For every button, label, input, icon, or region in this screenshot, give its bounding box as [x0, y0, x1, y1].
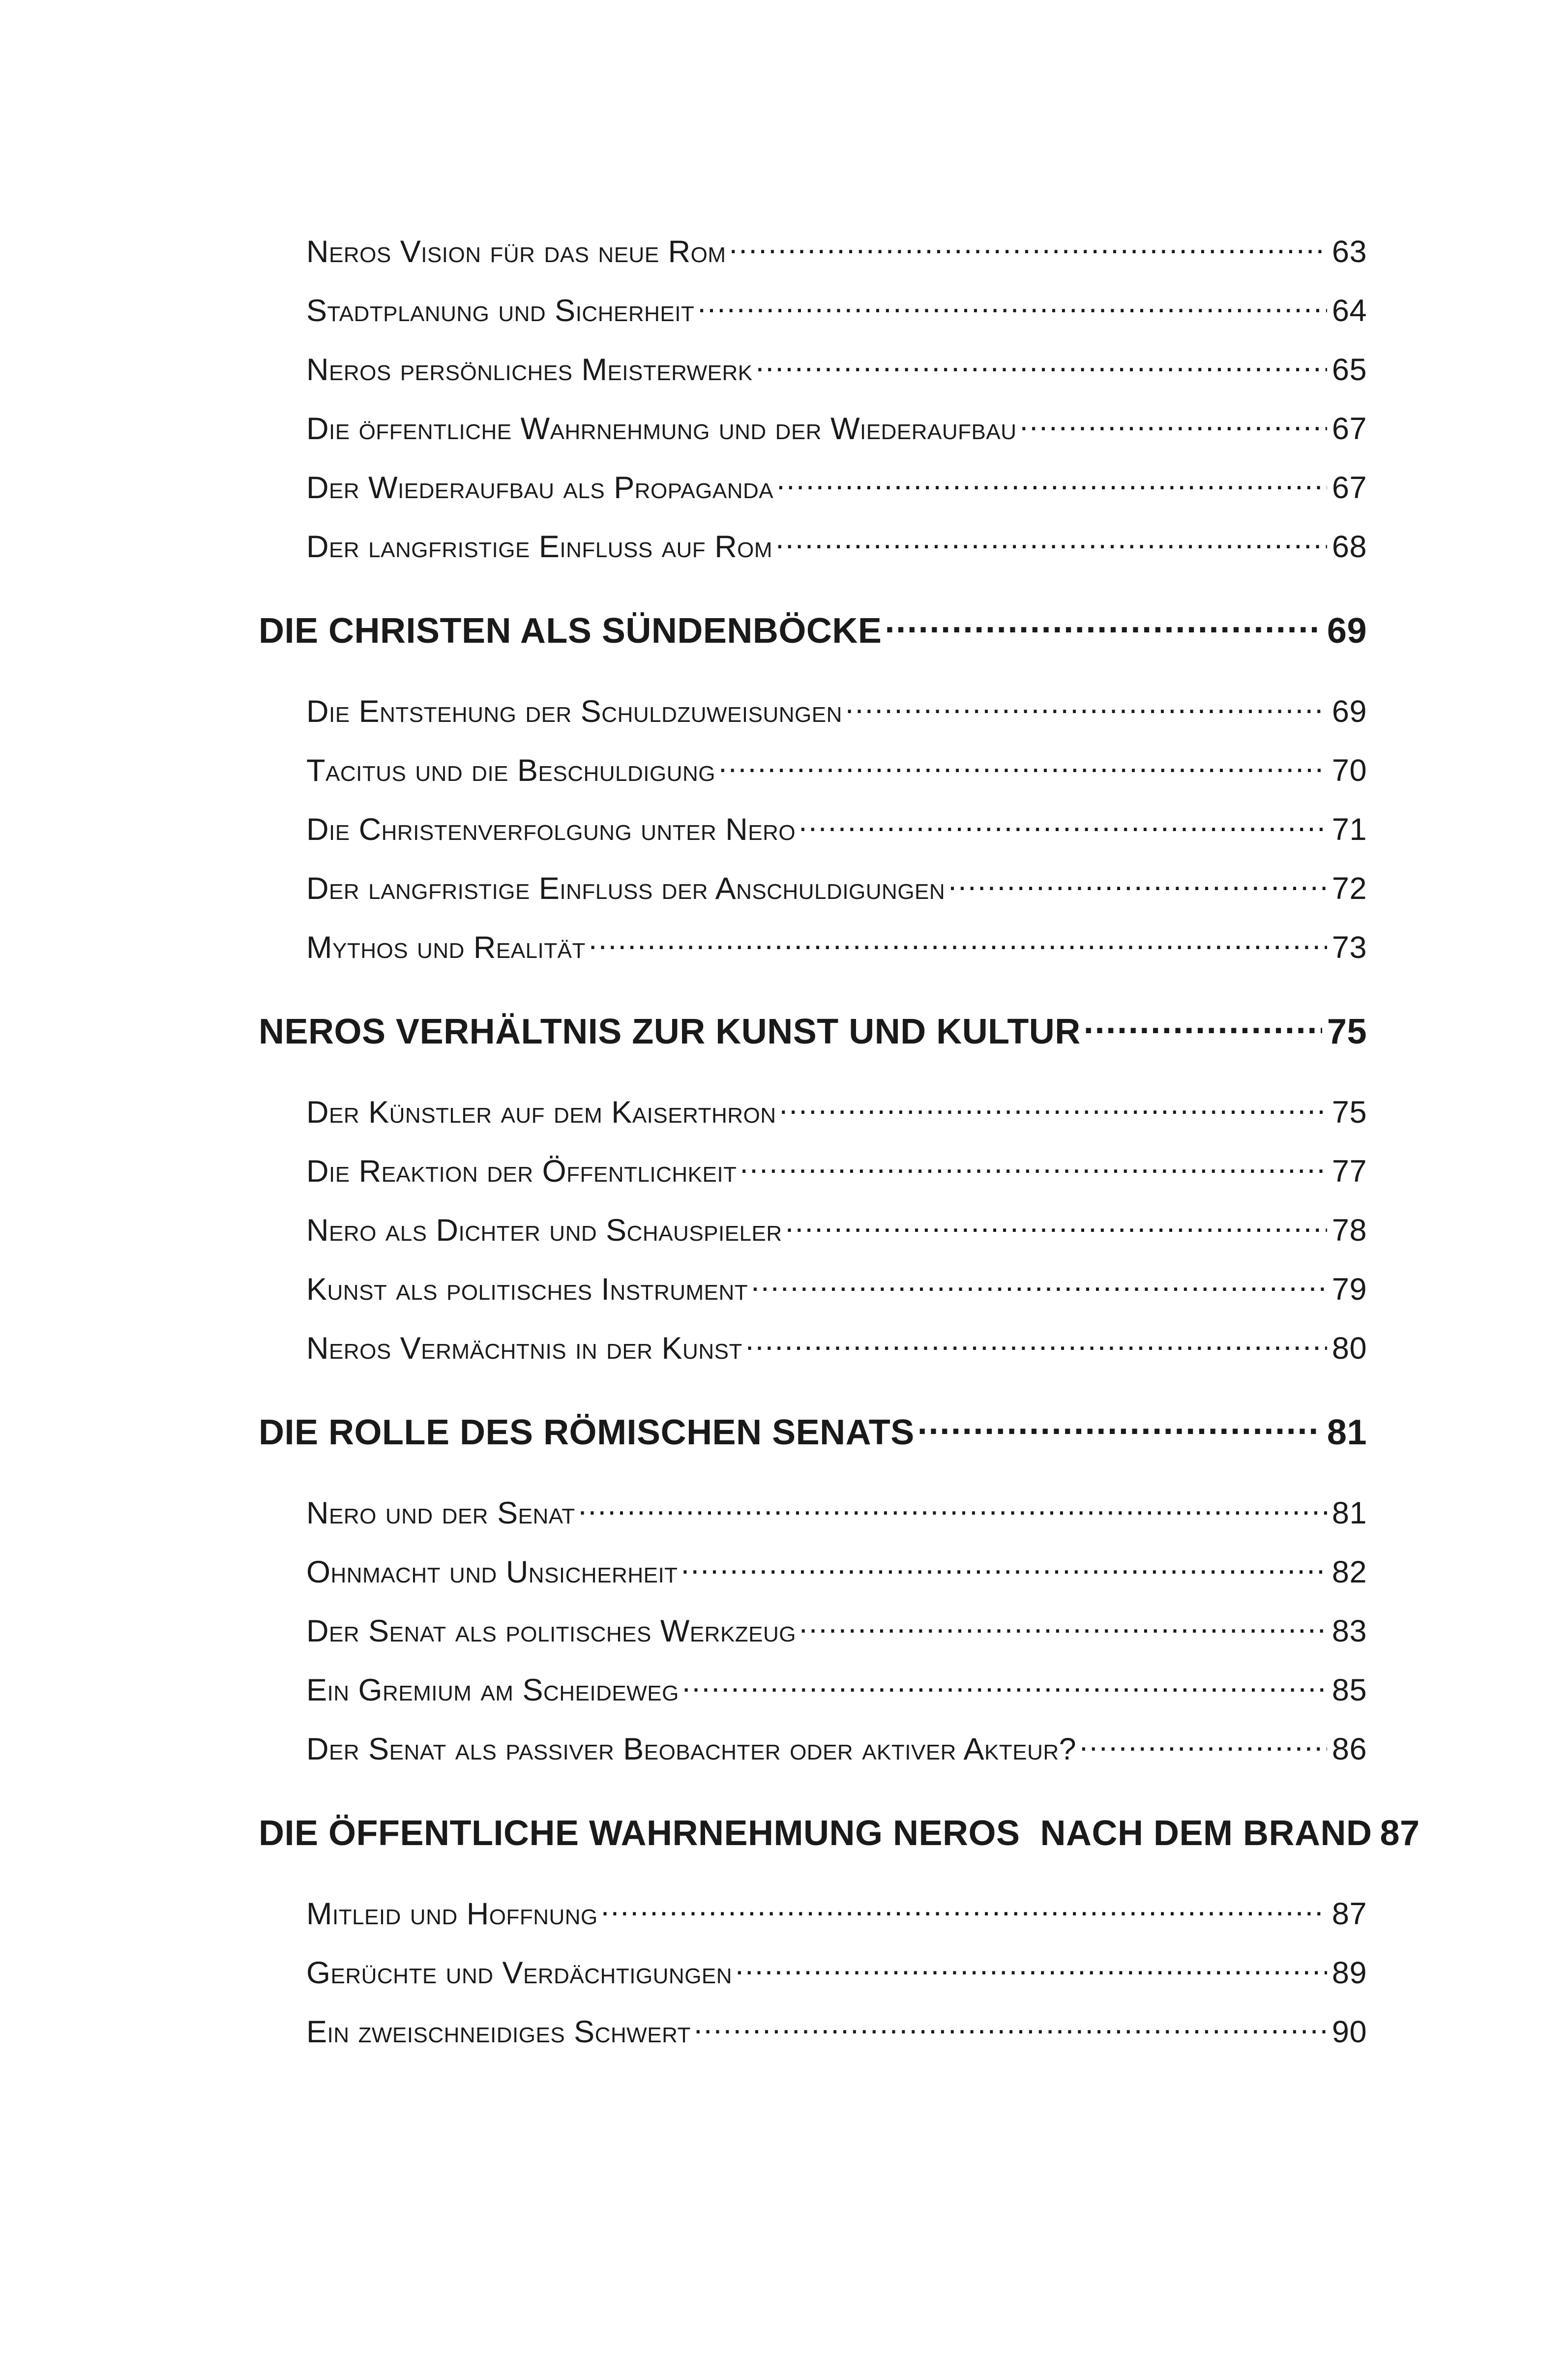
toc-chapter-page: 81: [1327, 1413, 1367, 1452]
toc-entry[interactable]: [306, 349, 1367, 388]
toc-entry-title: Der Künstler auf dem Kaiserthron: [306, 1095, 776, 1130]
toc-entry[interactable]: [306, 809, 1367, 847]
dot-leader: [718, 750, 1327, 781]
toc-entry-title: Mitleid und Hoffnung: [306, 1897, 598, 1931]
toc-entry[interactable]: [306, 1151, 1367, 1189]
dot-leader: [799, 1611, 1327, 1642]
toc-entry-title: Ein Gremium am Scheideweg: [306, 1673, 679, 1707]
dot-leader: [776, 467, 1327, 498]
toc-entry-title: Neros Vermächtnis in der Kunst: [306, 1331, 742, 1366]
toc-entry-title: Der Senat als politisches Werkzeug: [306, 1614, 797, 1648]
dot-leader: [775, 526, 1327, 557]
toc-entry[interactable]: [306, 1611, 1367, 1649]
toc-entry[interactable]: [306, 231, 1367, 269]
toc-chapter[interactable]: [259, 1409, 1367, 1453]
dot-leader: [1019, 408, 1327, 439]
toc-entry-title: Die öffentliche Wahrnehmung und der Wiederaufbau: [306, 412, 1017, 446]
toc-entry[interactable]: [306, 1210, 1367, 1248]
toc-entry-page: 70: [1331, 753, 1367, 788]
toc-entry-title: Stadtplanung und Sicherheit: [306, 294, 695, 328]
toc-entry[interactable]: [306, 750, 1367, 788]
toc-entry-title: Die Christenverfolgung unter Nero: [306, 812, 796, 847]
toc-chapter-title: DIE CHRISTEN ALS SÜNDENBÖCKE: [259, 611, 882, 651]
toc-entry[interactable]: [306, 1670, 1367, 1708]
toc-entry[interactable]: [306, 1893, 1367, 1932]
dot-leader: [1079, 1729, 1327, 1760]
toc-chapter-title: DIE ROLLE DES RÖMISCHEN SENATS: [259, 1413, 915, 1452]
toc-chapter[interactable]: [259, 1008, 1367, 1052]
toc-entry-title: Der Wiederaufbau als Propaganda: [306, 471, 774, 505]
toc-entry[interactable]: [306, 1092, 1367, 1130]
toc-entry-title: Der Senat als passiver Beobachter oder aktiver Akteur?: [306, 1732, 1077, 1766]
dot-leader: [681, 1552, 1327, 1582]
toc-chapter-title: NEROS VERHÄLTNIS ZUR KUNST UND KULTUR: [259, 1012, 1081, 1051]
toc-entry-title: Die Entstehung der Schuldzuweisungen: [306, 694, 842, 729]
toc-entry[interactable]: [306, 290, 1367, 328]
toc-entry-page: 71: [1331, 812, 1367, 847]
toc-entry-title: Kunst als politisches Instrument: [306, 1272, 748, 1307]
dot-leader: [740, 1151, 1327, 1182]
toc-entry[interactable]: [306, 526, 1367, 565]
toc-entry-title: Gerüchte und Verdächtigungen: [306, 1956, 733, 1990]
toc-entry-page: 87: [1331, 1897, 1367, 1931]
toc-entry[interactable]: [306, 408, 1367, 447]
toc-entry-title: Ein zweischneidiges Schwert: [306, 2015, 691, 2049]
dot-leader: [885, 607, 1322, 643]
toc-chapter-page: 87: [1380, 1814, 1420, 1853]
toc-chapter[interactable]: [259, 607, 1367, 651]
toc-entry-page: 81: [1331, 1496, 1367, 1530]
toc-entry-page: 67: [1331, 412, 1367, 446]
dot-leader: [735, 1952, 1327, 1983]
toc-entry[interactable]: [306, 1269, 1367, 1307]
toc-entry[interactable]: [306, 1492, 1367, 1531]
dot-leader: [694, 2011, 1327, 2042]
toc-entry-page: 63: [1331, 235, 1367, 269]
toc-entry-page: 65: [1331, 353, 1367, 387]
toc-entry-title: Der langfristige Einfluss auf Rom: [306, 530, 773, 564]
toc-entry-title: Ohnmacht und Unsicherheit: [306, 1555, 678, 1589]
toc-entry-title: Nero und der Senat: [306, 1496, 575, 1530]
toc-entry[interactable]: [306, 691, 1367, 729]
toc-entry-page: 89: [1331, 1956, 1367, 1990]
dot-leader: [682, 1670, 1327, 1701]
dot-leader: [917, 1409, 1322, 1444]
toc-entry-page: 73: [1331, 930, 1367, 965]
dot-leader: [729, 231, 1327, 262]
dot-leader: [948, 868, 1327, 899]
toc-entry-page: 83: [1331, 1614, 1367, 1648]
dot-leader: [697, 290, 1327, 321]
dot-leader: [845, 691, 1327, 722]
toc-entry[interactable]: [306, 1328, 1367, 1366]
toc-entry-page: 64: [1331, 294, 1367, 328]
toc-entry-title: Neros Vision für das neue Rom: [306, 235, 726, 269]
toc-entry-title: Nero als Dichter und Schauspieler: [306, 1213, 782, 1248]
toc-entry[interactable]: [306, 1952, 1367, 1991]
dot-leader: [589, 927, 1327, 958]
toc-entry[interactable]: [306, 1552, 1367, 1590]
toc-entry-title: Mythos und Realität: [306, 930, 586, 965]
toc-entry-page: 72: [1331, 871, 1367, 906]
toc-entry-page: 75: [1331, 1095, 1367, 1130]
dot-leader: [779, 1092, 1327, 1123]
toc-entry-title: Die Reaktion der Öffentlichkeit: [306, 1154, 737, 1189]
toc-chapter-title: DIE ÖFFENTLICHE WAHRNEHMUNG NEROS NACH DEM BRAND: [259, 1814, 1372, 1853]
toc-entry[interactable]: [306, 868, 1367, 906]
toc-entry-title: Neros persönliches Meisterwerk: [306, 353, 753, 387]
dot-leader: [751, 1269, 1327, 1300]
toc-entry-page: 78: [1331, 1213, 1367, 1248]
toc-entry-page: 82: [1331, 1555, 1367, 1589]
toc-chapter-page: 75: [1327, 1012, 1367, 1051]
toc-entry-page: 85: [1331, 1673, 1367, 1707]
toc-chapter[interactable]: [259, 1810, 1420, 1853]
toc-entry-title: Der langfristige Einfluss der Anschuldigungen: [306, 871, 946, 906]
toc-entry-page: 90: [1331, 2015, 1367, 2049]
toc-entry-page: 68: [1331, 530, 1367, 564]
dot-leader: [745, 1328, 1327, 1359]
toc-entry-page: 79: [1331, 1272, 1367, 1307]
toc-entry-page: 80: [1331, 1331, 1367, 1366]
toc-entry-page: 86: [1331, 1732, 1367, 1766]
toc-entry[interactable]: [306, 2011, 1367, 2050]
dot-leader: [601, 1893, 1327, 1924]
toc-entry-page: 67: [1331, 471, 1367, 505]
dot-leader: [578, 1492, 1327, 1523]
dot-leader: [756, 349, 1327, 380]
dot-leader: [799, 809, 1327, 840]
toc-entry-title: Tacitus und die Beschuldigung: [306, 753, 716, 788]
toc-entry-page: 77: [1331, 1154, 1367, 1189]
dot-leader: [785, 1210, 1327, 1241]
toc-entry-page: 69: [1331, 694, 1367, 729]
toc-entry[interactable]: [306, 927, 1367, 965]
toc-chapter-page: 69: [1327, 611, 1367, 651]
toc-entry[interactable]: [306, 1729, 1367, 1767]
dot-leader: [1084, 1008, 1322, 1044]
toc-entry[interactable]: [306, 467, 1367, 506]
